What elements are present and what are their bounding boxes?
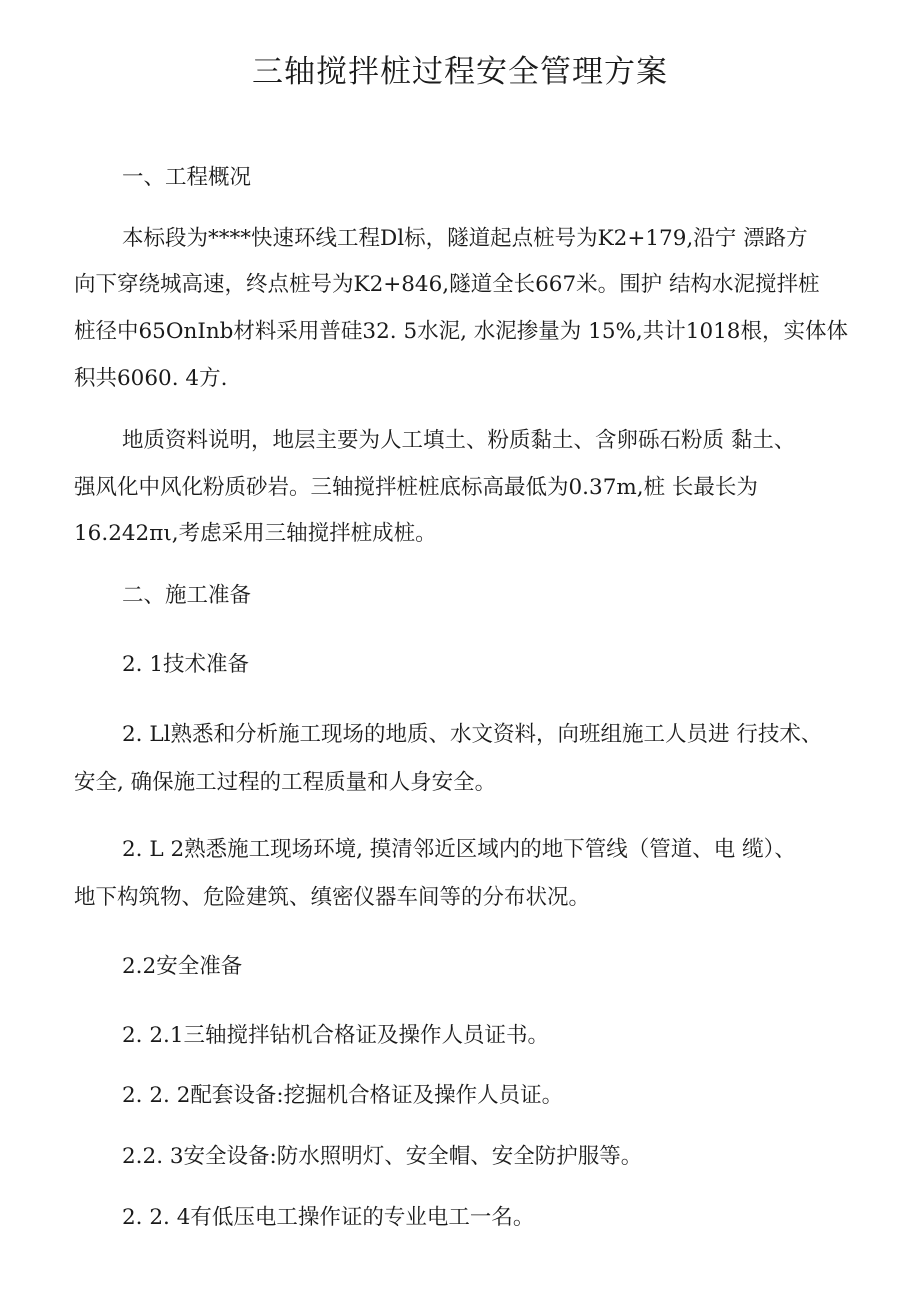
subsection-2-1-heading: 2. 1技术准备 (122, 652, 250, 677)
item-2-2-2: 2. 2. 2配套设备:挖掘机合格证及操作人员证。 (122, 1083, 564, 1108)
item-2-1-2-line-2: 地下构筑物、危险建筑、缜密仪器车间等的分布状况。 (74, 885, 591, 910)
paragraph-1-line-1: 本标段为****快速环线工程Dl标，隧道起点桩号为K2+179,沿宁 漂路方 (122, 226, 808, 251)
item-2-2-3: 2.2. 3安全设备:防水照明灯、安全帽、安全防护服等。 (122, 1144, 643, 1169)
section-2-heading: 二、施工准备 (122, 583, 252, 608)
item-2-1-2-line-1: 2. L 2熟悉施工现场环境, 摸清邻近区域内的地下管线（管道、电 缆）、 (122, 837, 796, 862)
paragraph-1-line-2: 向下穿绕城高速，终点桩号为K2+846,隧道全长667米。围护 结构水泥搅拌桩 (74, 272, 820, 297)
item-2-1-1-line-2: 安全, 确保施工过程的工程质量和人身安全。 (74, 770, 497, 795)
section-1-heading: 一、工程概况 (122, 165, 252, 190)
paragraph-1-line-3: 桩径中65OnInb材料采用普硅32. 5水泥, 水泥掺量为 15%,共计1018根，实体体 (74, 319, 848, 344)
paragraph-2-line-1: 地质资料说明，地层主要为人工填土、粉质黏土、含卵砾石粉质 黏土、 (122, 428, 796, 453)
paragraph-1-line-4: 积共6060. 4方. (74, 366, 228, 391)
subsection-2-2-heading: 2.2安全准备 (122, 954, 243, 979)
paragraph-2-line-3: 16.242πι,考虑采用三轴搅拌桩成桩。 (74, 521, 437, 546)
item-2-1-1-line-1: 2. Ll熟悉和分析施工现场的地质、水文资料，向班组施工人员进 行技术、 (122, 722, 823, 747)
item-2-2-4: 2. 2. 4有低压电工操作证的专业电工一名。 (122, 1205, 535, 1230)
document-title: 三轴搅拌桩过程安全管理方案 (252, 54, 668, 90)
item-2-2-1: 2. 2.1三轴搅拌钻机合格证及操作人员证书。 (122, 1023, 550, 1048)
paragraph-2-line-2: 强风化中风化粉质砂岩。三轴搅拌桩桩底标高最低为0.37m,桩 长最长为 (74, 475, 758, 500)
